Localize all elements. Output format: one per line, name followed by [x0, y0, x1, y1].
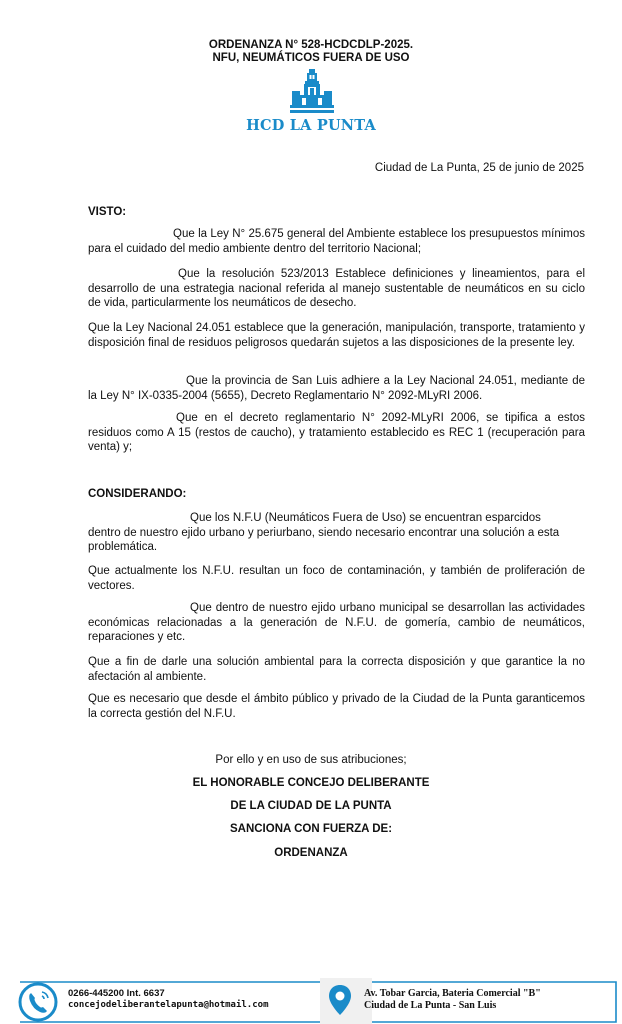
visto-paragraph: Que la resolución 523/2013 Establece definiciones y lineamientos, para el desarrollo de una estrategia nacional referida al manejo sustentable de neumáticos en su ciclo de vida, particularmente los neumáticos de desecho.: [88, 268, 585, 309]
considerando-paragraph: Que los N.F.U (Neumáticos Fuera de Uso) se encuentran esparcidos dentro de nuestro ejido urbano y periurbano, siendo necesario encontrar una solución a esta problemática.: [88, 512, 560, 553]
closing-line: SANCIONA CON FUERZA DE:: [229, 823, 393, 835]
footer: [0, 978, 622, 1024]
visto-paragraph: Que la provincia de San Luis adhiere a la Ley Nacional 24.051, mediante de la Ley N° IX-0335-2004 (5655), Decreto Reglamentario N° 2092-MLyRI 2006.: [88, 375, 585, 402]
section-heading-visto: VISTO:: [88, 206, 127, 218]
visto-paragraph: Que la Ley Nacional 24.051 establece que la generación, manipulación, transporte, tratamiento y disposición final de residuos peligrosos quedarán sujetos a las disposiciones de la presente ley.: [88, 322, 585, 349]
section-heading-considerando: CONSIDERANDO:: [88, 488, 187, 500]
closing-line: ORDENANZA: [274, 847, 348, 859]
document-date: Ciudad de La Punta, 25 de junio de 2025: [374, 162, 584, 174]
document-subtitle: NFU, NEUMÁTICOS FUERA DE USO: [212, 52, 410, 64]
visto-paragraph: Que en el decreto reglamentario N° 2092-MLyRI 2006, se tipifica a estos residuos como A 15 (restos de caucho), y tratamiento establecido es REC 1 (recuperación para venta) y;: [88, 412, 585, 453]
phone-icon: [18, 982, 58, 1022]
considerando-paragraph: Que actualmente los N.F.U. resultan un foco de contaminación, y también de proliferación de vectores.: [88, 565, 585, 592]
closing-line: DE LA CIUDAD DE LA PUNTA: [230, 800, 392, 812]
considerando-paragraph: Que a fin de darle una solución ambiental para la correcta disposición y que garantice la no afectación al ambiente.: [88, 656, 585, 683]
visto-paragraph: Que la Ley N° 25.675 general del Ambiente establece los presupuestos mínimos para el cuidado del medio ambiente dentro del territorio Nacional;: [88, 228, 585, 255]
considerando-paragraph: Que es necesario que desde el ámbito público y privado de la Ciudad de la Punta garanticemos la correcta gestión del N.F.U.: [88, 693, 585, 720]
footer-email: concejodeliberantelapunta@hotmail.com: [68, 1000, 269, 1010]
considerando-paragraph: Que dentro de nuestro ejido urbano municipal se desarrollan las actividades económicas relacionadas a la generación de N.F.U. de gomería, cambio de neumáticos, reparaciones y etc.: [88, 602, 585, 643]
building-tower-icon: [290, 69, 334, 115]
closing-intro: Por ello y en uso de sus atribuciones;: [215, 754, 407, 766]
closing-line: EL HONORABLE CONCEJO DELIBERANTE: [192, 777, 430, 789]
footer-address-line1: Av. Tobar Garcia, Bateria Comercial "B": [364, 988, 541, 999]
footer-address-line2: Ciudad de La Punta - San Luis: [364, 1000, 497, 1011]
document-title: ORDENANZA N° 528-HCDCDLP-2025.: [208, 39, 414, 51]
footer-phone: 0266-445200 Int. 6637: [68, 988, 165, 999]
logo-text: HCD LA PUNTA: [246, 117, 376, 134]
location-pin-icon: [328, 984, 352, 1016]
